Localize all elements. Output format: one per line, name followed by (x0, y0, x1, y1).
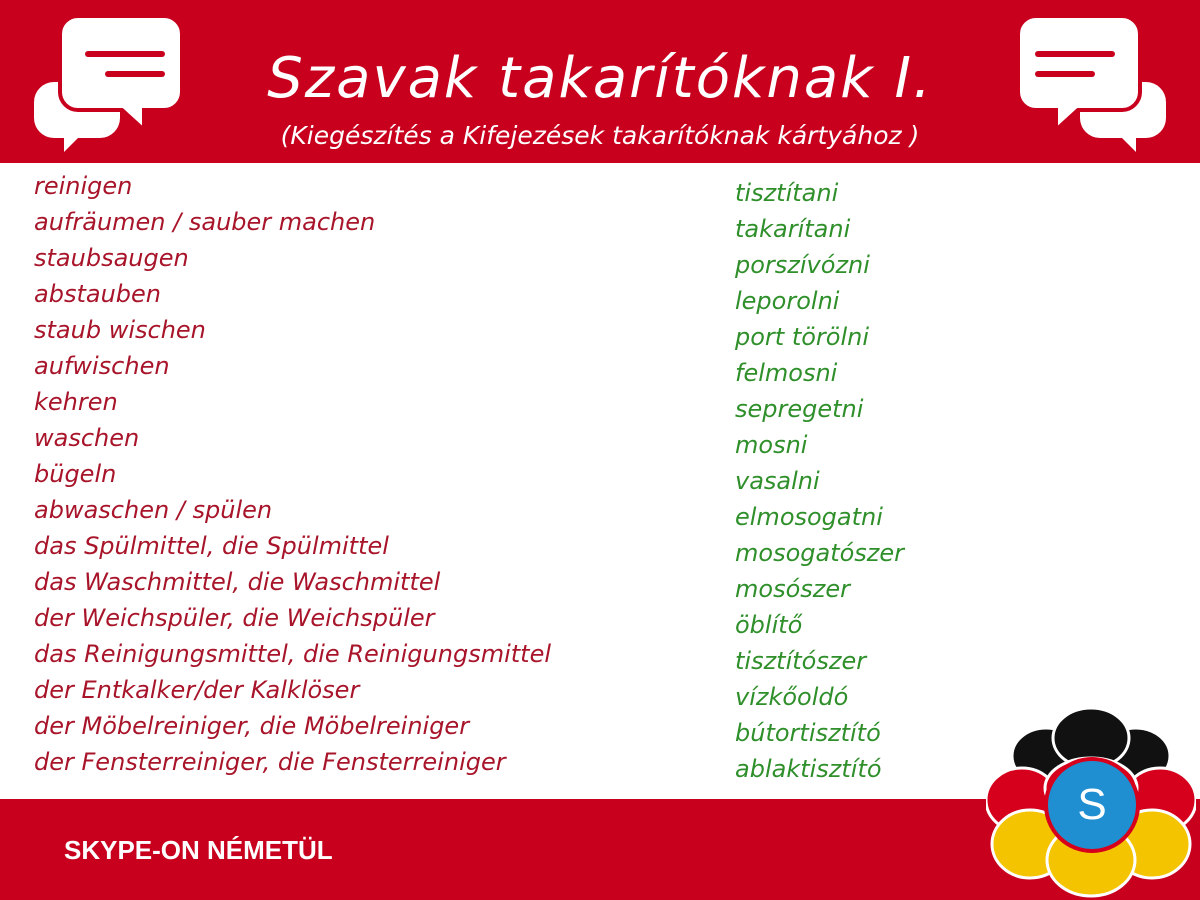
german-word: das Waschmittel, die Waschmittel (34, 568, 441, 596)
hungarian-word: tisztítani (735, 179, 839, 207)
hungarian-word: ablaktisztító (735, 755, 882, 783)
german-word: aufräumen / sauber machen (34, 208, 376, 236)
german-word: staub wischen (34, 316, 206, 344)
hungarian-word: mosogatószer (735, 539, 905, 567)
german-word: der Möbelreiniger, die Möbelreiniger (34, 712, 470, 740)
brand-name: SKYPE-ON NÉMETÜL (64, 835, 333, 865)
hungarian-word: mosószer (735, 575, 850, 603)
german-word: abstauben (34, 280, 161, 308)
hungarian-word: tisztítószer (735, 647, 867, 675)
hungarian-word: vasalni (735, 467, 820, 495)
hungarian-word: port törölni (735, 323, 870, 351)
german-word: der Entkalker/der Kalklöser (34, 676, 360, 704)
hungarian-word: elmosogatni (735, 503, 883, 531)
hungarian-word: leporolni (735, 287, 840, 315)
hungarian-word: öblítő (735, 611, 803, 639)
german-word: das Reinigungsmittel, die Reinigungsmittel (34, 640, 551, 668)
hungarian-word: mosni (735, 431, 808, 459)
german-word: aufwischen (34, 352, 170, 380)
german-word: bügeln (34, 460, 117, 488)
hungarian-word-list (735, 175, 904, 787)
german-word: das Spülmittel, die Spülmittel (34, 532, 389, 560)
german-word: waschen (34, 424, 140, 452)
page-title: Szavak takarítóknak I. (267, 46, 933, 111)
german-word: kehren (34, 388, 118, 416)
page-subtitle: (Kiegészítés a Kifejezések takarítóknak kártyához ) (280, 121, 920, 150)
hungarian-word: bútortisztító (735, 719, 881, 747)
german-word: reinigen (34, 172, 133, 200)
hungarian-word: takarítani (735, 215, 851, 243)
logo-letter: S (1077, 780, 1107, 829)
hungarian-word: sepregetni (735, 395, 864, 423)
german-word-list (34, 168, 551, 780)
german-word: staubsaugen (34, 244, 189, 272)
german-word: abwaschen / spülen (34, 496, 273, 524)
hungarian-word: vízkőoldó (735, 683, 849, 711)
german-word: der Fensterreiniger, die Fensterreiniger (34, 748, 506, 776)
german-word: der Weichspüler, die Weichspüler (34, 604, 435, 632)
hungarian-word: felmosni (735, 359, 838, 387)
hungarian-word: porszívózni (735, 251, 870, 279)
